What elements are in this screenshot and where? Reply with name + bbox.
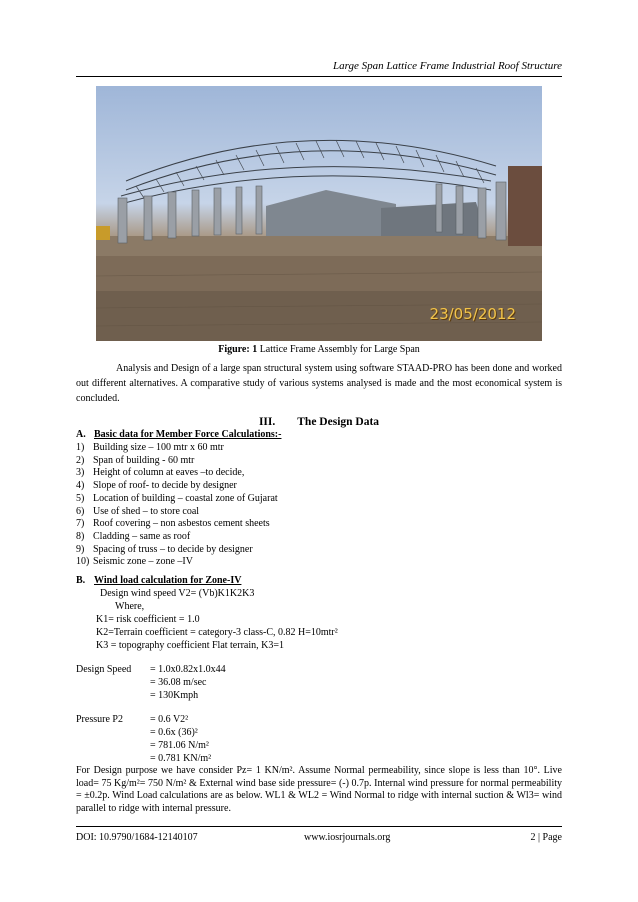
footer-site: www.iosrjournals.org	[304, 832, 391, 843]
list-text: Slope of roof- to decide by designer	[93, 480, 237, 492]
subsection-a-heading	[76, 429, 281, 440]
wind-formula: Design wind speed V2= (Vb)K1K2K3	[100, 588, 255, 599]
list-text: Height of column at eaves –to decide,	[93, 467, 245, 479]
section-title: The Design Data	[297, 416, 380, 428]
design-speed-line: = 130Kmph	[150, 690, 199, 701]
list-text: Seismic zone – zone –IV	[93, 556, 193, 568]
list-item	[76, 506, 278, 519]
list-item	[76, 518, 278, 531]
list-item	[76, 544, 278, 557]
list-number: 5)	[76, 492, 85, 504]
list-item	[76, 480, 278, 493]
wind-k3: K3 = topography coefficient Flat terrain, K3=1	[96, 640, 284, 651]
list-number: 10)	[76, 556, 90, 568]
list-text: Roof covering – non asbestos cement sheets	[93, 518, 270, 530]
basic-data-list	[76, 442, 278, 569]
intro-text: Analysis and Design of a large span structural system using software STAAD-PRO has been done and worked out different alternatives. A comparative study of various systems analysed is made and the most economical system is concluded.	[76, 363, 562, 404]
list-item	[76, 531, 278, 544]
pressure-line: = 0.781 KN/m²	[150, 753, 212, 764]
list-number: 9)	[76, 543, 85, 555]
list-item	[76, 467, 278, 480]
list-item	[76, 455, 278, 468]
caption-label: Figure: 1	[218, 344, 258, 355]
running-header: Large Span Lattice Frame Industrial Roof Structure	[333, 60, 562, 72]
lattice-frame-photo	[96, 86, 542, 341]
footer-rule	[76, 826, 562, 827]
pressure-line: = 781.06 N/m²	[150, 740, 209, 751]
footer-page: 2 | Page	[530, 832, 562, 843]
list-text: Spacing of truss – to decide by designer	[93, 543, 253, 555]
wind-where: Where,	[115, 601, 145, 612]
pressure-line: = 0.6x (36)²	[150, 727, 198, 738]
subsection-b-heading	[76, 575, 241, 586]
list-text: Location of building – coastal zone of Gujarat	[93, 492, 278, 504]
pressure-label: Pressure P2	[76, 714, 123, 725]
list-text: Building size – 100 mtr x 60 mtr	[93, 442, 224, 453]
list-item	[76, 442, 278, 455]
list-number: 6)	[76, 505, 85, 517]
subsection-b-title: Wind load calculation for Zone-IV	[94, 575, 242, 586]
photo-date-stamp: 23/05/2012	[429, 305, 516, 323]
wind-k2: K2=Terrain coefficient = category-3 class-C, 0.82 H=10mtr²	[96, 627, 338, 638]
design-paragraph: For Design purpose we have consider Pz= 1 KN/m². Assume Normal permeability, since slope is less than 10°. Live load= 75 Kg/m²= 750 N/m² & External wind base side pressure= (-) 0.7p. Internal wind pressure for normal permeability = ±0.2p. Wind Load calculations are as below. WL1 & WL2 = Wind Normal to ridge with internal suction & Wl3= wind parallel to ridge with internal pressure.	[76, 765, 562, 815]
footer-doi: DOI: 10.9790/1684-12140107	[76, 832, 198, 843]
subsection-a-letter: A.	[76, 429, 86, 440]
figure-caption	[76, 344, 562, 355]
wind-k1: K1= risk coefficient = 1.0	[96, 614, 200, 625]
list-text: Cladding – same as roof	[93, 530, 191, 542]
section-heading	[76, 416, 562, 428]
design-speed-line: = 36.08 m/sec	[150, 677, 207, 688]
caption-text: Lattice Frame Assembly for Large Span	[257, 344, 420, 355]
subsection-a-title: Basic data for Member Force Calculations:-	[94, 429, 282, 440]
list-item	[76, 556, 278, 569]
list-number: 7)	[76, 518, 85, 530]
pressure-line: = 0.6 V2²	[150, 714, 189, 725]
list-number: 4)	[76, 480, 85, 492]
photo-scene	[96, 86, 542, 341]
section-number: III.	[258, 416, 276, 428]
design-speed-line: = 1.0x0.82x1.0x44	[150, 664, 226, 675]
intro-paragraph	[76, 361, 562, 406]
list-number: 8)	[76, 530, 85, 542]
header-rule	[76, 76, 562, 77]
list-number: 3)	[76, 467, 85, 479]
subsection-b-letter: B.	[76, 575, 86, 586]
list-text: Use of shed – to store coal	[93, 505, 200, 517]
design-speed-label: Design Speed	[76, 664, 132, 675]
list-text: Span of building - 60 mtr	[93, 454, 195, 466]
list-item	[76, 493, 278, 506]
list-number: 1)	[76, 442, 85, 453]
list-number: 2)	[76, 454, 85, 466]
